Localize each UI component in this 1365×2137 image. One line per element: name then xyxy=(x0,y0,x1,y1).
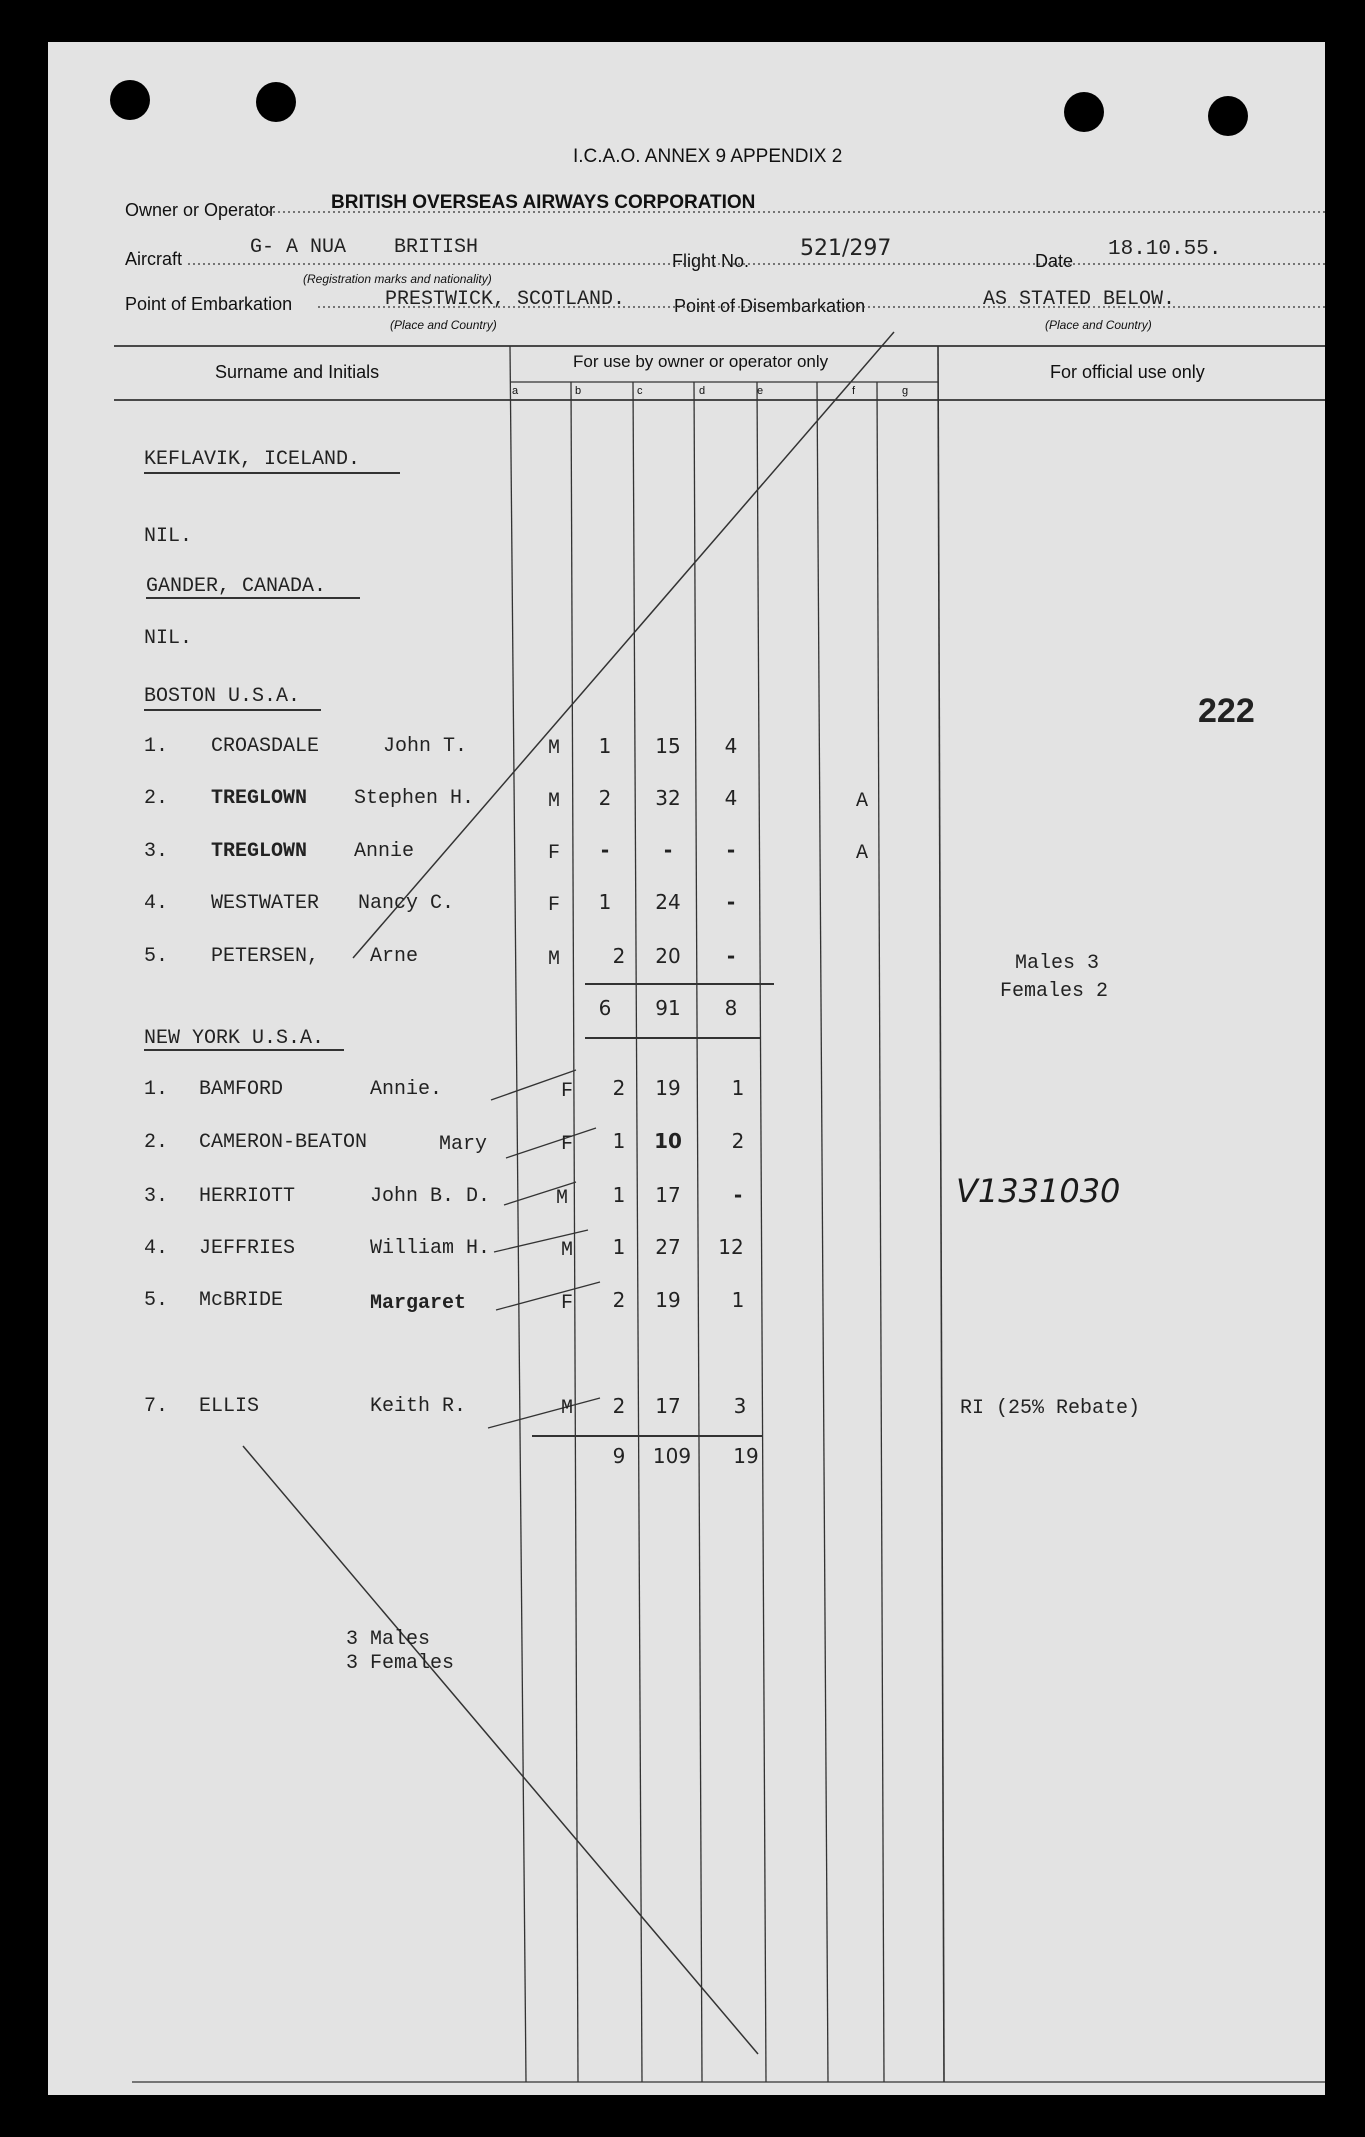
section-boston: BOSTON U.S.A. xyxy=(144,685,301,708)
row-col-b: 2 xyxy=(612,1288,626,1312)
manifest-page xyxy=(48,42,1325,2095)
row-col-c: 17 xyxy=(655,1183,681,1207)
row-number: 5. xyxy=(144,945,169,968)
row-surname: JEFFRIES xyxy=(199,1237,296,1260)
row-number: 4. xyxy=(144,1237,169,1260)
row-col-c: 19 xyxy=(655,1076,681,1100)
tally-females: 3 Females xyxy=(346,1652,455,1675)
row-given-name: Nancy C. xyxy=(358,892,455,915)
row-sex: F xyxy=(560,1133,573,1156)
row-given-name: Stephen H. xyxy=(354,787,475,810)
section-newyork: NEW YORK U.S.A. xyxy=(144,1027,325,1050)
col-b-header: b xyxy=(575,385,582,397)
col-c-header: c xyxy=(637,385,643,397)
row-col-b: 2 xyxy=(612,944,626,968)
row-number: 7. xyxy=(144,1395,169,1418)
row-given-name: William H. xyxy=(370,1237,491,1260)
owner-value: BRITISH OVERSEAS AIRWAYS CORPORATION xyxy=(331,192,756,213)
row-number: 2. xyxy=(144,1131,169,1154)
row-number: 3. xyxy=(144,1185,169,1208)
col-d-header: d xyxy=(699,385,706,397)
row-col-b: 2 xyxy=(612,1076,626,1100)
form-rules xyxy=(48,42,1325,2095)
row-given-name: John T. xyxy=(383,735,468,758)
flight-value: 521/297 xyxy=(800,236,892,261)
row-surname: WESTWATER xyxy=(211,892,320,915)
row-col-d: 4 xyxy=(724,786,738,810)
row-number: 3. xyxy=(144,840,169,863)
section-keflavik: KEFLAVIK, ICELAND. xyxy=(144,448,361,471)
total-col-d: 19 xyxy=(733,1444,759,1468)
voucher-number: V1331030 xyxy=(956,1172,1121,1210)
row-surname: CAMERON-BEATON xyxy=(199,1131,368,1154)
boston-females-count: Females 2 xyxy=(1000,980,1109,1003)
row-col-c: 10 xyxy=(654,1129,682,1153)
row-col-d: 12 xyxy=(718,1235,744,1259)
row-number: 1. xyxy=(144,1078,169,1101)
row-surname: HERRIOTT xyxy=(199,1185,296,1208)
col-e-header: e xyxy=(757,385,764,397)
date-label: Date xyxy=(1035,251,1074,271)
row-col-c: - xyxy=(663,838,673,862)
row-col-c: 19 xyxy=(655,1288,681,1312)
row-col-f: A xyxy=(855,790,868,813)
row-surname: PETERSEN, xyxy=(211,945,320,968)
row-col-d: 1 xyxy=(731,1288,745,1312)
row-col-b: 1 xyxy=(598,890,612,914)
keflavik-nil: NIL. xyxy=(144,525,193,548)
row-col-f: A xyxy=(855,842,868,865)
row-surname: TREGLOWN xyxy=(211,787,308,810)
row-col-b: 1 xyxy=(598,734,612,758)
col-f-header: f xyxy=(852,385,856,397)
row-sex: F xyxy=(547,842,560,865)
row-col-b: - xyxy=(600,838,610,862)
row-sex: M xyxy=(560,1239,573,1262)
col-a-header: a xyxy=(512,385,519,397)
disembark-note: (Place and Country) xyxy=(1045,318,1152,332)
row-sex: F xyxy=(560,1080,573,1103)
row-number: 4. xyxy=(144,892,169,915)
gander-nil: NIL. xyxy=(144,627,193,650)
row-col-d: - xyxy=(726,944,736,968)
form-title: I.C.A.O. ANNEX 9 APPENDIX 2 xyxy=(573,146,843,167)
row-number: 2. xyxy=(144,787,169,810)
row-sex: F xyxy=(560,1292,573,1315)
date-value: 18.10.55. xyxy=(1108,238,1222,261)
row-number: 5. xyxy=(144,1289,169,1312)
row-number: 1. xyxy=(144,735,169,758)
aircraft-value: G- A NUA BRITISH xyxy=(250,236,479,259)
rebate-note: RI (25% Rebate) xyxy=(960,1397,1141,1420)
row-col-d: - xyxy=(726,890,736,914)
row-given-name: John B. D. xyxy=(370,1185,491,1208)
row-col-d: 2 xyxy=(731,1129,745,1153)
aircraft-label: Aircraft xyxy=(125,249,183,269)
row-sex: M xyxy=(547,948,560,971)
total-col-d: 8 xyxy=(724,996,738,1020)
row-col-d: - xyxy=(726,838,736,862)
total-col-c: 91 xyxy=(655,996,681,1020)
disembark-value: AS STATED BELOW. xyxy=(983,288,1176,311)
row-given-name: Annie. xyxy=(370,1078,443,1101)
row-col-b: 2 xyxy=(612,1394,626,1418)
row-col-d: 1 xyxy=(731,1076,745,1100)
row-sex: F xyxy=(547,894,560,917)
page-number: 222 xyxy=(1198,692,1255,730)
row-col-d: - xyxy=(733,1183,743,1207)
row-sex: M xyxy=(555,1187,568,1210)
row-given-name: Keith R. xyxy=(370,1395,467,1418)
row-given-name: Arne xyxy=(370,945,419,968)
section-gander: GANDER, CANADA. xyxy=(146,575,327,598)
row-col-c: 17 xyxy=(655,1394,681,1418)
row-surname: CROASDALE xyxy=(211,735,320,758)
row-col-c: 24 xyxy=(655,890,681,914)
total-col-b: 6 xyxy=(598,996,612,1020)
total-col-c: 109 xyxy=(652,1444,692,1468)
row-col-b: 2 xyxy=(598,786,612,810)
row-col-c: 15 xyxy=(655,734,681,758)
row-surname: McBRIDE xyxy=(199,1289,284,1312)
row-surname: BAMFORD xyxy=(199,1078,284,1101)
total-col-b: 9 xyxy=(612,1444,626,1468)
row-surname: TREGLOWN xyxy=(211,840,308,863)
surname-header: Surname and Initials xyxy=(215,362,380,382)
embark-note: (Place and Country) xyxy=(390,318,497,332)
row-sex: M xyxy=(547,737,560,760)
row-sex: M xyxy=(547,790,560,813)
aircraft-note: (Registration marks and nationality) xyxy=(303,272,492,286)
row-col-d: 4 xyxy=(724,734,738,758)
disembark-label: Point of Disembarkation xyxy=(674,296,866,316)
row-col-b: 1 xyxy=(612,1235,626,1259)
row-col-c: 20 xyxy=(655,944,681,968)
flight-label: Flight No. xyxy=(672,251,750,271)
boston-males-count: Males 3 xyxy=(1015,952,1100,975)
tally-males: 3 Males xyxy=(346,1628,431,1651)
row-sex: M xyxy=(560,1397,573,1420)
col-g-header: g xyxy=(902,385,909,397)
row-col-b: 1 xyxy=(612,1129,626,1153)
row-col-b: 1 xyxy=(612,1183,626,1207)
row-given-name: Mary xyxy=(439,1133,488,1156)
row-col-c: 32 xyxy=(655,786,681,810)
row-surname: ELLIS xyxy=(199,1395,260,1418)
row-col-d: 3 xyxy=(733,1394,747,1418)
embark-value: PRESTWICK, SCOTLAND. xyxy=(385,288,626,311)
official-use-header: For official use only xyxy=(1050,362,1205,382)
embark-label: Point of Embarkation xyxy=(125,294,293,314)
owner-label: Owner or Operator xyxy=(125,200,276,220)
owner-use-header: For use by owner or operator only xyxy=(573,352,829,371)
row-given-name: Margaret xyxy=(370,1292,467,1315)
row-col-c: 27 xyxy=(655,1235,681,1259)
row-given-name: Annie xyxy=(354,840,415,863)
